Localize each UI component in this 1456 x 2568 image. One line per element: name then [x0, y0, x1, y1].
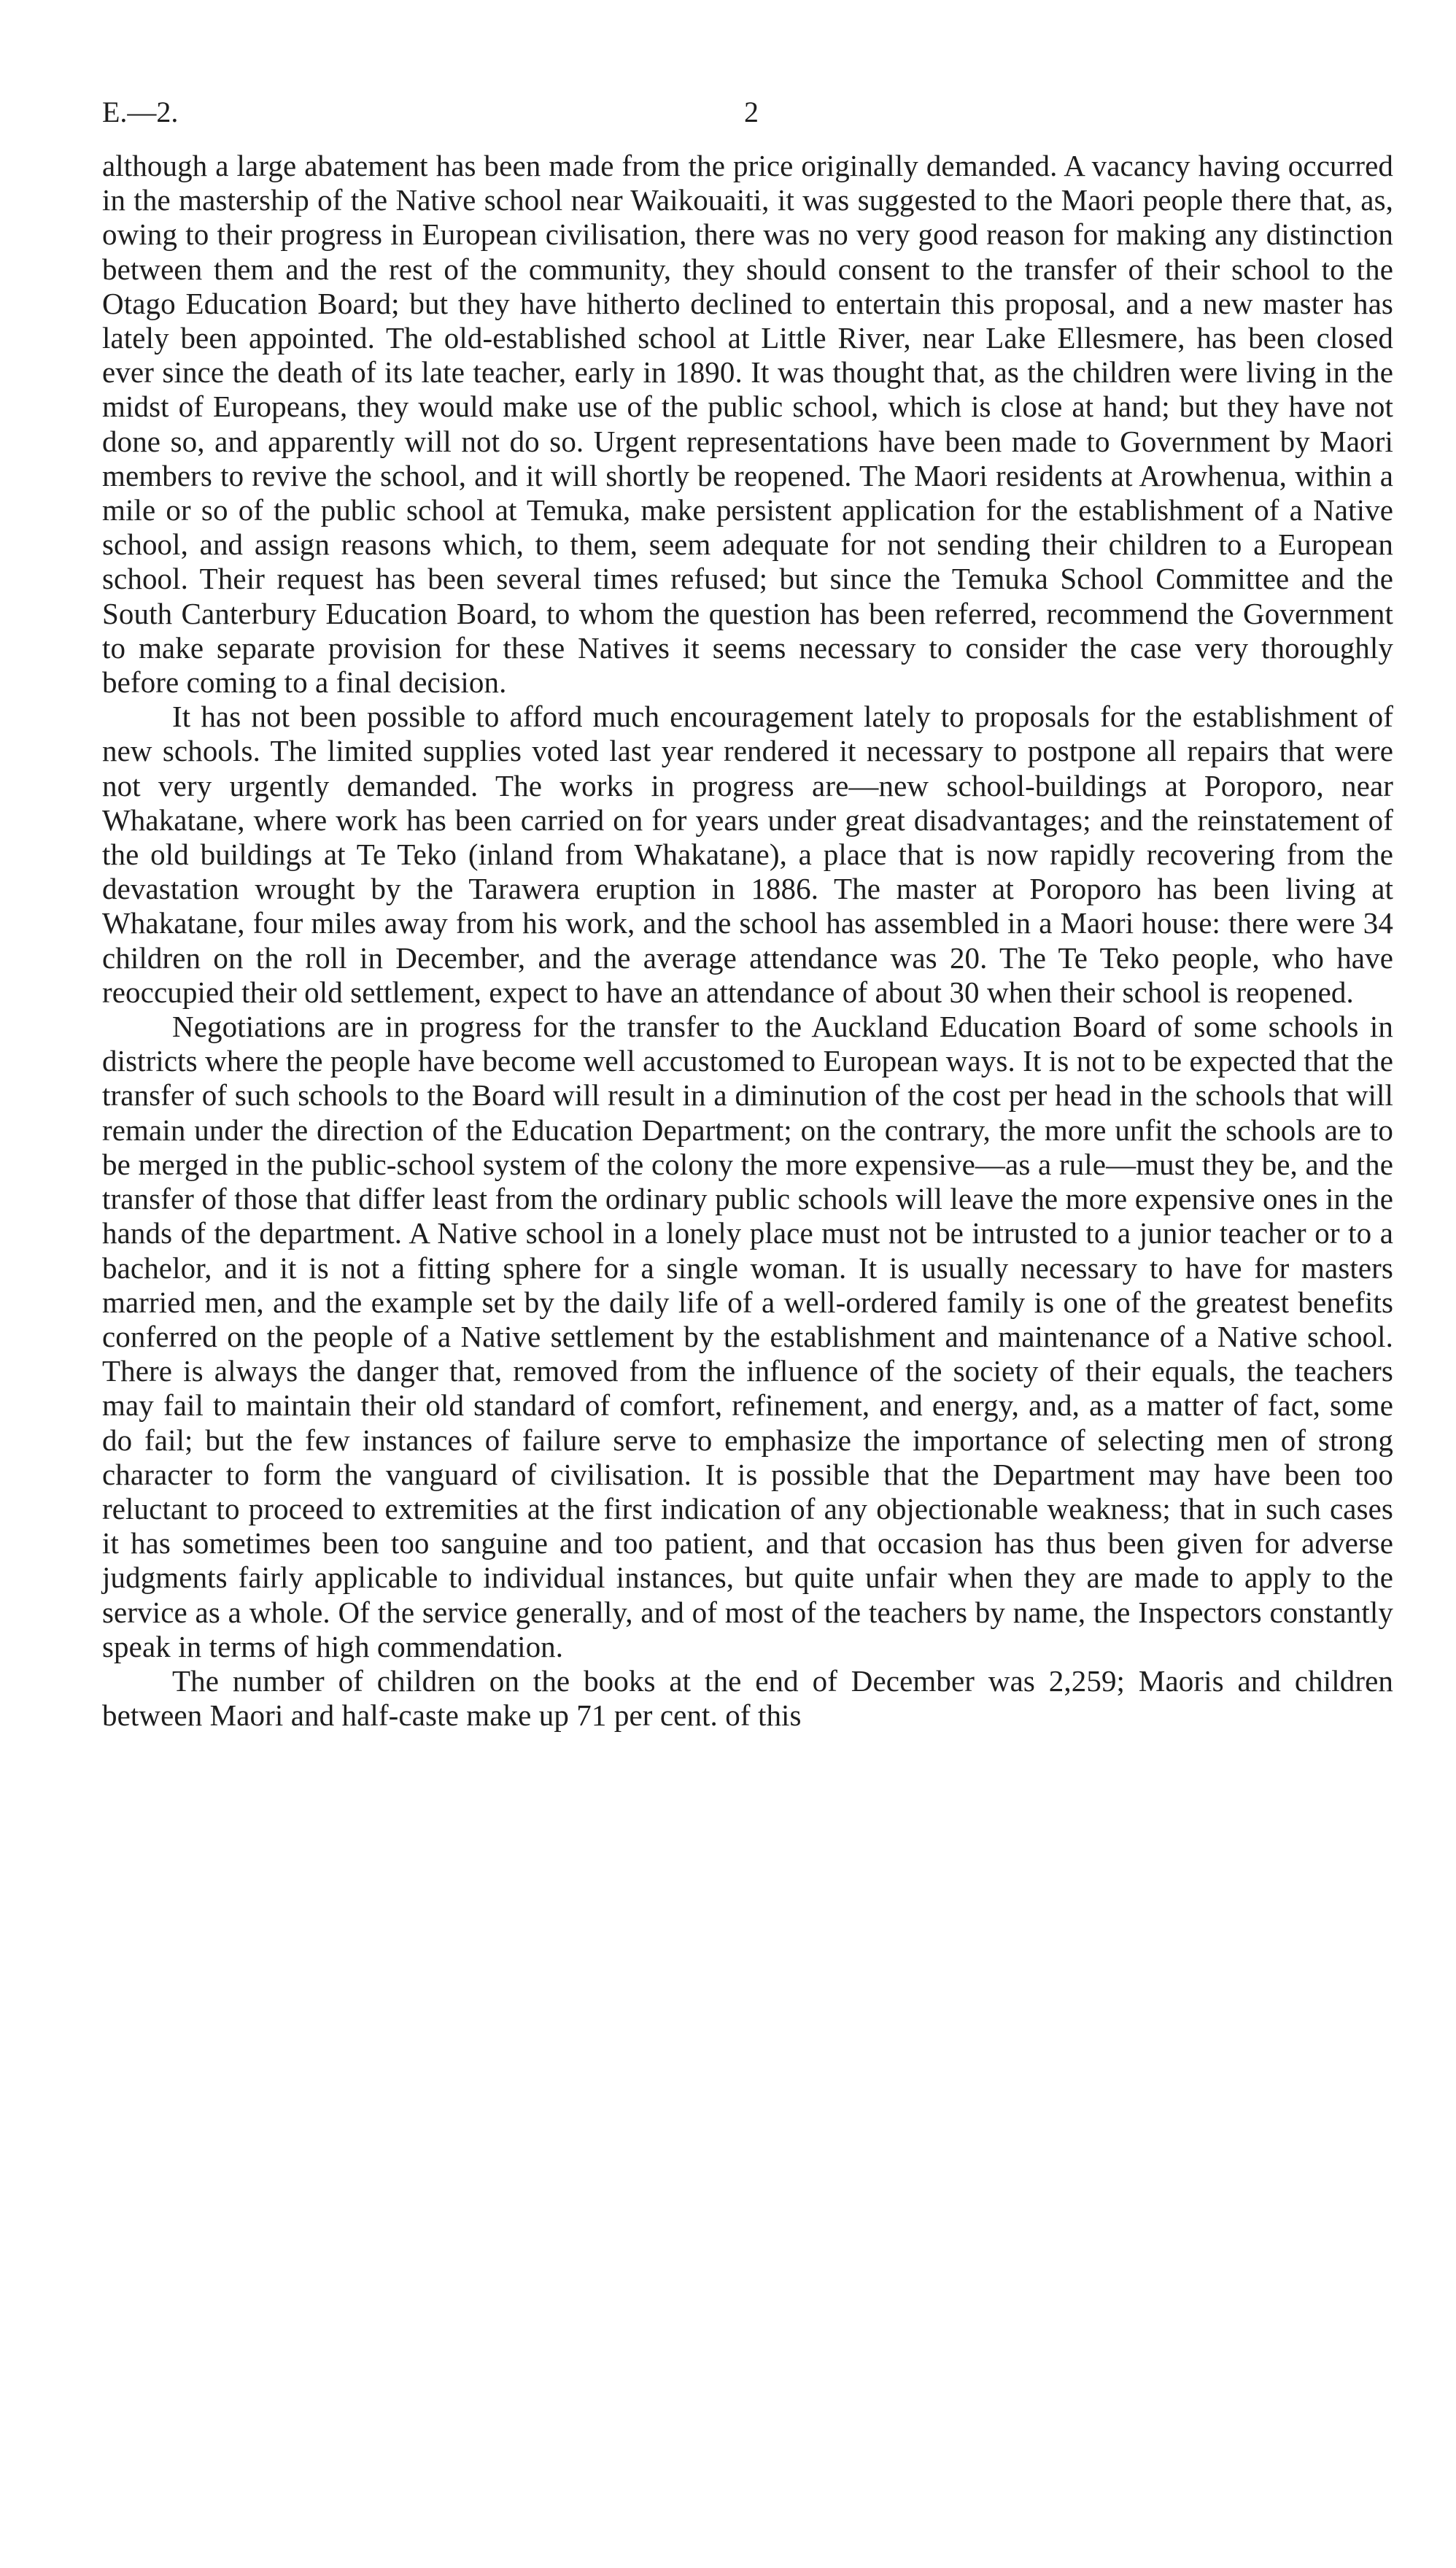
running-header	[102, 95, 1393, 139]
paragraph-enrolment: The number of children on the books at the end of December was 2,259; Maoris and children between Maori and half-caste make up 71 per cent. of this	[102, 1663, 1393, 1733]
document-reference: E.—2.	[102, 96, 179, 128]
paragraph-continuation: although a large abatement has been made from the price originally demanded. A vacancy having occurred in the mastership of the Native school near Waikouaiti, it was suggested to the Maori people there that, as, owing to their progress in European civilisation, there was no very good reason for making any distinction between them and the rest of the community, they should consent to the transfer of their school to the Otago Education Board; but they have hitherto declined to entertain this proposal, and a new master has lately been appointed. The old-established school at Little River, near Lake Ellesmere, has been closed ever since the death of its late teacher, early in 1890. It was thought that, as the children were living in the midst of Europeans, they would make use of the public school, which is close at hand; but they have not done so, and apparently will not do so. Urgent representations have been made to Government by Maori members to revive the school, and it will shortly be reopened. The Maori residents at Arowhenua, within a mile or so of the public school at Temuka, make persistent application for the establishment of a Native school, and assign reasons which, to them, seem adequate for not sending their children to a European school. Their request has been several times refused; but since the Temuka School Committee and the South Canterbury Education Board, to whom the question has been referred, recommend the Government to make separate provision for these Natives it seems necessary to consider the case very thoroughly before coming to a final decision.	[102, 149, 1393, 700]
body-text	[102, 149, 1393, 1733]
paragraph-negotiations: Negotiations are in progress for the transfer to the Auckland Education Board of some schools in districts where the people have become well accustomed to European ways. It is not to be expected that the transfer of such schools to the Board will result in a diminution of the cost per head in the schools that will remain under the direction of the Education Department; on the contrary, the more unfit the schools are to be merged in the public-school system of the colony the more expensive—as a rule—must they be, and the transfer of those that differ least from the ordinary public schools will leave the more expensive ones in the hands of the department. A Native school in a lonely place must not be intrusted to a junior teacher or to a bachelor, and it is not a fitting sphere for a single woman. It is usually necessary to have for masters married men, and the example set by the daily life of a well-ordered family is one of the greatest benefits conferred on the people of a Native settlement by the establishment and maintenance of a Native school. There is always the danger that, removed from the influence of the society of their equals, the teachers may fail to maintain their old standard of comfort, refinement, and energy, and, as a matter of fact, some do fail; but the few instances of failure serve to emphasize the importance of selecting men of strong character to form the vanguard of civilisation. It is possible that the Department may have been too reluctant to proceed to extremities at the first indication of any objectionable weakness; that in such cases it has sometimes been too sanguine and too patient, and that occasion has thus been given for adverse judgments fairly applicable to individual instances, but quite unfair when they are made to apply to the service as a whole. Of the service generally, and of most of the teachers by name, the Inspectors constantly speak in terms of high commendation.	[102, 1010, 1393, 1663]
paragraph-new-schools: It has not been possible to afford much encouragement lately to proposals for the establishment of new schools. The limited supplies voted last year rendered it necessary to postpone all repairs that were not very urgently demanded. The works in progress are—new school-buildings at Poroporo, near Whakatane, where work has been carried on for years under great disadvantages; and the reinstatement of the old buildings at Te Teko (inland from Whakatane), a place that is now rapidly recovering from the devastation wrought by the Tarawera eruption in 1886. The master at Poroporo has been living at Whakatane, four miles away from his work, and the school has assembled in a Maori house: there were 34 children on the roll in December, and the average attendance was 20. The Te Teko people, who have reoccupied their old settlement, expect to have an attendance of about 30 when their school is reopened.	[102, 700, 1393, 1009]
page-number: 2	[744, 96, 759, 128]
document-page	[102, 95, 1393, 1733]
